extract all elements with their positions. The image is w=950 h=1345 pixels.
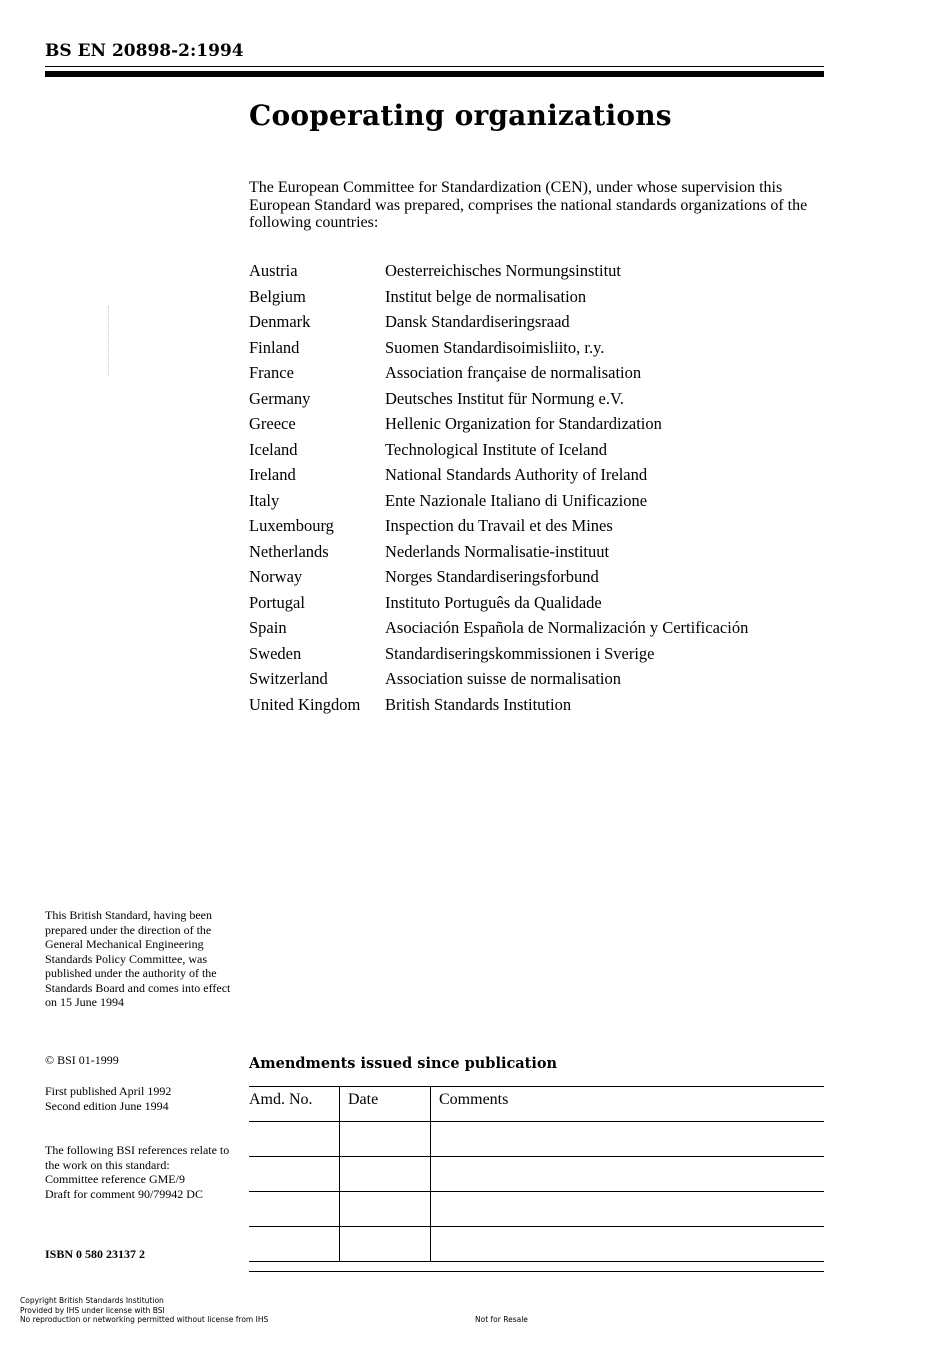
table-cell	[340, 1227, 431, 1262]
not-for-resale: Not for Resale	[475, 1315, 528, 1324]
footer-line-1: Copyright British Standards Institution	[20, 1296, 164, 1305]
country: Belgium	[249, 286, 306, 306]
table-row	[249, 1122, 824, 1157]
country: Luxembourg	[249, 516, 334, 535]
footer-line-3: No reproduction or networking permitted without license from IHS	[20, 1315, 269, 1324]
country: Italy	[249, 490, 280, 510]
header-rule-thick	[45, 71, 824, 77]
references-block	[45, 1143, 235, 1201]
margin-marks	[108, 306, 110, 376]
preparation-note	[45, 908, 235, 1010]
bottom-rule	[249, 1271, 824, 1272]
organization-name: Institut belge de normalisation	[385, 286, 587, 306]
committee-reference: Committee reference GME/9	[45, 1172, 185, 1186]
organization-name: British Standards Institution	[385, 694, 572, 714]
country: Norway	[249, 567, 303, 586]
country: Greece	[249, 414, 296, 433]
table-row	[249, 1157, 824, 1192]
table-cell	[249, 1122, 340, 1157]
table-row	[249, 1227, 824, 1262]
table-cell	[249, 1227, 340, 1262]
table-cell	[431, 1157, 825, 1192]
header-rule-thin	[45, 66, 824, 67]
preparation-note-text: This British Standard, having been prepared under the direction of the General Mechanical Engineering Standards Policy Committee, was published under the authority of the Standards Board and comes into effect on 15 June 1994	[45, 908, 231, 1009]
column-header-amd-no: Amd. No.	[249, 1087, 340, 1122]
country: Ireland	[249, 465, 296, 484]
copyright-block	[45, 1053, 235, 1068]
first-published: First published April 1992	[45, 1084, 172, 1098]
country: Austria	[249, 261, 298, 280]
country: Spain	[249, 618, 287, 637]
organization-name: Nederlands Normalisatie-instituut	[385, 541, 610, 561]
organization-name: Hellenic Organization for Standardization	[385, 414, 662, 433]
organization-name: Oesterreichisches Normungsinstitut	[385, 261, 621, 280]
country: Portugal	[249, 592, 305, 612]
intro-paragraph: The European Committee for Standardization (CEN), under whose supervision this European Standard was prepared, comprises the national standards organizations of the following countries:	[249, 179, 808, 231]
organization-name: Deutsches Institut für Normung e.V.	[385, 388, 624, 408]
table-row	[249, 1192, 824, 1227]
copyright-text: © BSI 01-1999	[45, 1053, 119, 1067]
edition-block	[45, 1084, 235, 1113]
page-title: Cooperating organizations	[249, 99, 672, 132]
draft-comment: Draft for comment 90/79942 DC	[45, 1186, 203, 1201]
organization-name: Ente Nazionale Italiano di Unificazione	[385, 490, 648, 510]
table-cell	[431, 1192, 825, 1227]
organization-name: Inspection du Travail et des Mines	[385, 516, 613, 535]
isbn: ISBN 0 580 23137 2	[45, 1247, 146, 1261]
organization-name: Norges Standardiseringsforbund	[385, 567, 599, 586]
references-intro: The following BSI references relate to the work on this standard:	[45, 1143, 230, 1172]
organization-name: Standardiseringskommissionen i Sverige	[385, 643, 655, 663]
organization-name: Suomen Standardisoimisliito, r.y.	[385, 337, 605, 357]
organization-name: National Standards Authority of Ireland	[385, 465, 648, 484]
footer-line-2: Provided by IHS under license with BSI	[20, 1305, 165, 1315]
organization-name: Asociación Española de Normalización y Certificación	[385, 618, 749, 637]
amendments-header-row	[249, 1087, 824, 1122]
table-cell	[340, 1122, 431, 1157]
column-header-comments: Comments	[431, 1087, 825, 1122]
table-cell	[431, 1122, 825, 1157]
country: France	[249, 363, 294, 382]
organization-name: Dansk Standardiseringsraad	[385, 312, 570, 331]
country: Denmark	[249, 312, 311, 331]
license-footer	[20, 1296, 268, 1325]
country: Iceland	[249, 439, 298, 459]
organization-name: Technological Institute of Iceland	[385, 439, 607, 459]
amendments-table	[249, 1086, 824, 1262]
table-cell	[431, 1227, 825, 1262]
isbn-block	[45, 1247, 235, 1262]
country: Germany	[249, 388, 311, 408]
organization-name: Association française de normalisation	[385, 363, 642, 382]
column-header-date: Date	[340, 1087, 431, 1122]
country: Netherlands	[249, 541, 329, 561]
country: Sweden	[249, 643, 302, 663]
country: United Kingdom	[249, 694, 361, 714]
table-cell	[249, 1192, 340, 1227]
second-edition: Second edition June 1994	[45, 1098, 169, 1113]
amendments-title: Amendments issued since publication	[249, 1055, 558, 1072]
table-cell	[340, 1192, 431, 1227]
table-cell	[340, 1157, 431, 1192]
organization-name: Association suisse de normalisation	[385, 669, 622, 688]
standard-number: BS EN 20898-2:1994	[45, 41, 244, 61]
country: Switzerland	[249, 669, 328, 688]
table-cell	[249, 1157, 340, 1192]
organization-name: Instituto Português da Qualidade	[385, 592, 602, 612]
country: Finland	[249, 337, 300, 357]
